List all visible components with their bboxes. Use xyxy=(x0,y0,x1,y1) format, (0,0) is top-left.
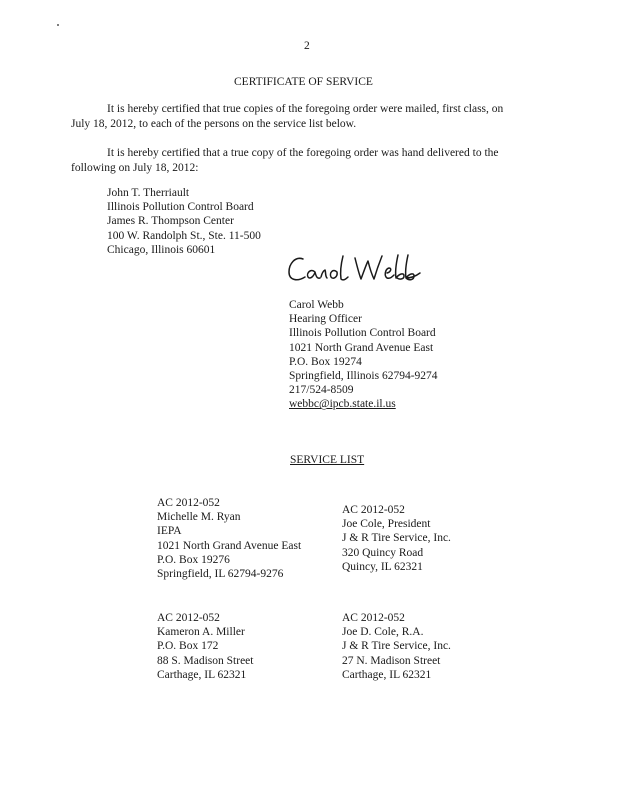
recipient-city: Springfield, IL 62794-9276 xyxy=(157,568,284,581)
recipient-name: Joe D. Cole, R.A. xyxy=(342,626,424,639)
service-recipient-cole-carthage xyxy=(342,611,451,682)
address-line: Illinois Pollution Control Board xyxy=(107,201,254,214)
address-line: James R. Thompson Center xyxy=(107,215,234,228)
recipient-name: Joe Cole, President xyxy=(342,518,431,531)
mailing-paragraph-line-1: It is hereby certified that true copies of the foregoing order were mailed, first class, on xyxy=(107,103,504,115)
handwritten-signature xyxy=(285,250,425,290)
signature-text xyxy=(0,0,1,1)
recipient-street: 320 Quincy Road xyxy=(342,546,424,559)
recipient-name: Michelle M. Ryan xyxy=(157,511,241,524)
recipient-organization: J & R Tire Service, Inc. xyxy=(342,640,451,653)
recipient-city: Quincy, IL 62321 xyxy=(342,560,423,573)
recipient-name: Kameron A. Miller xyxy=(157,626,245,639)
signer-phone: 217/524-8509 xyxy=(289,384,354,397)
signer-email-link[interactable]: webbc@ipcb.state.il.us xyxy=(289,398,396,411)
address-line: 100 W. Randolph St., Ste. 11-500 xyxy=(107,229,261,242)
signer-po-box: P.O. Box 19274 xyxy=(289,355,362,368)
recipient-street: 88 S. Madison Street xyxy=(157,654,254,667)
hand-delivery-paragraph-line-1: It is hereby certified that a true copy of the foregoing order was hand delivered to the xyxy=(107,147,499,159)
recipient-city: Carthage, IL 62321 xyxy=(342,668,432,681)
signer-city: Springfield, Illinois 62794-9274 xyxy=(289,370,438,383)
case-number: AC 2012-052 xyxy=(157,497,220,509)
address-line: Chicago, Illinois 60601 xyxy=(107,243,216,256)
signer-organization: Illinois Pollution Control Board xyxy=(289,327,436,340)
recipient-po-box: P.O. Box 19276 xyxy=(157,553,230,566)
case-number: AC 2012-052 xyxy=(342,504,405,516)
mailing-paragraph-line-2: July 18, 2012, to each of the persons on the service list below. xyxy=(71,118,357,130)
signer-street: 1021 North Grand Avenue East xyxy=(289,341,434,354)
case-number: AC 2012-052 xyxy=(157,612,220,624)
case-number: AC 2012-052 xyxy=(342,612,405,624)
service-recipient-ryan xyxy=(157,496,301,581)
hand-delivery-paragraph-line-2: following on July 18, 2012: xyxy=(71,162,199,174)
recipient-organization: J & R Tire Service, Inc. xyxy=(342,532,451,545)
hand-delivery-recipient xyxy=(107,186,261,257)
recipient-street: 1021 North Grand Avenue East xyxy=(157,539,302,552)
service-recipient-cole-quincy xyxy=(342,503,451,574)
recipient-organization: IEPA xyxy=(157,525,182,538)
recipient-street: 27 N. Madison Street xyxy=(342,654,441,667)
recipient-city: Carthage, IL 62321 xyxy=(157,668,247,681)
page-number: 2 xyxy=(304,40,310,52)
scan-speck xyxy=(57,24,59,26)
recipient-po-box: P.O. Box 172 xyxy=(157,640,219,653)
signer-title: Hearing Officer xyxy=(289,313,362,326)
service-list-title: SERVICE LIST xyxy=(290,454,365,466)
service-recipient-miller xyxy=(157,611,253,682)
signer-block xyxy=(289,298,438,412)
signer-name: Carol Webb xyxy=(289,299,344,311)
document-title: CERTIFICATE OF SERVICE xyxy=(234,76,373,88)
address-line: John T. Therriault xyxy=(107,187,190,199)
